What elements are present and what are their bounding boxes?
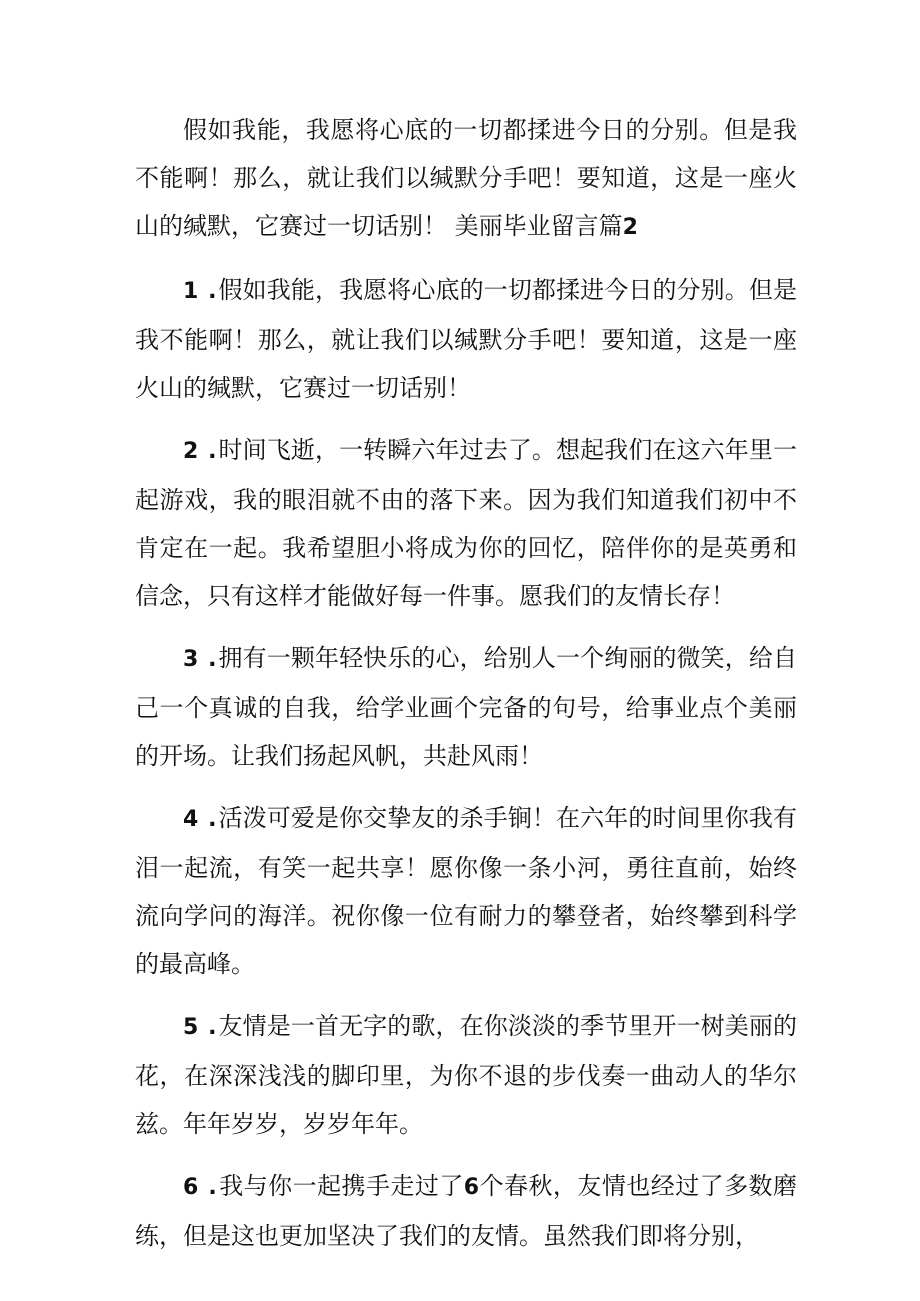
list-item-separator: . <box>200 279 217 304</box>
list-item-text: 拥有一颗年轻快乐的心，给别人一个绚丽的微笑，给自己一个真诚的自我，给学业画个完备的句号，给事业点个美丽的开场。让我们扬起风帆，共赴风雨！ <box>135 644 797 770</box>
list-item-separator: . <box>200 1015 217 1040</box>
list-item-number: 2 <box>183 439 199 464</box>
intro-title-number: 2 <box>622 215 638 240</box>
list-item-text: 假如我能，我愿将心底的一切都揉进今日的分别。但是我不能啊！那么，就让我们以缄默分手吧！要知道，这是一座火山的缄默，它赛过一切话别！ <box>135 276 797 402</box>
list-item-number: 5 <box>183 1015 199 1040</box>
list-item-number: 3 <box>183 647 199 672</box>
document-body <box>135 106 797 1260</box>
inline-number: 6 <box>463 1175 480 1200</box>
list-item-2 <box>135 426 797 620</box>
list-item-separator: . <box>200 439 217 464</box>
list-item-1 <box>135 266 797 412</box>
intro-text: 假如我能，我愿将心底的一切都揉进今日的分别。但是我不能啊！那么，就让我们以缄默分手吧！要知道，这是一座火山的缄默，它赛过一切话别！ 美丽毕业留言篇 <box>135 116 797 240</box>
list-item-text-before: 我与你一起携手走过了 <box>218 1172 464 1200</box>
list-item-number: 4 <box>183 807 199 832</box>
list-item-number: 6 <box>183 1175 199 1200</box>
list-item-text: 活泼可爱是你交挚友的杀手锏！在六年的时间里你我有泪一起流，有笑一起共享！愿你像一条小河，勇往直前，始终流向学问的海洋。祝你像一位有耐力的攀登者，始终攀到科学的最高峰。 <box>135 804 797 978</box>
list-item-text: 时间飞逝，一转瞬六年过去了。想起我们在这六年里一起游戏，我的眼泪就不由的落下来。因为我们知道我们初中不肯定在一起。我希望胆小将成为你的回忆，陪伴你的是英勇和信念，只有这样才能做好每一件事。愿我们的友情长存！ <box>135 436 797 610</box>
list-item-6 <box>135 1162 797 1260</box>
list-item-separator: . <box>200 807 217 832</box>
list-item-text: 友情是一首无字的歌，在你淡淡的季节里开一树美丽的花，在深深浅浅的脚印里，为你不退的步伐奏一曲动人的华尔兹。年年岁岁，岁岁年年。 <box>135 1012 797 1138</box>
list-item-separator: . <box>200 1175 217 1200</box>
intro-paragraph <box>135 106 797 252</box>
list-item-separator: . <box>200 647 217 672</box>
list-item-5 <box>135 1002 797 1148</box>
list-item-4 <box>135 794 797 988</box>
list-item-text-after: 个春秋，友情也经过了多数磨练，但是这也更加坚决了我们的友情。虽然我们即将分别， <box>135 1172 798 1250</box>
list-item-3 <box>135 634 797 780</box>
list-item-number: 1 <box>183 279 199 304</box>
